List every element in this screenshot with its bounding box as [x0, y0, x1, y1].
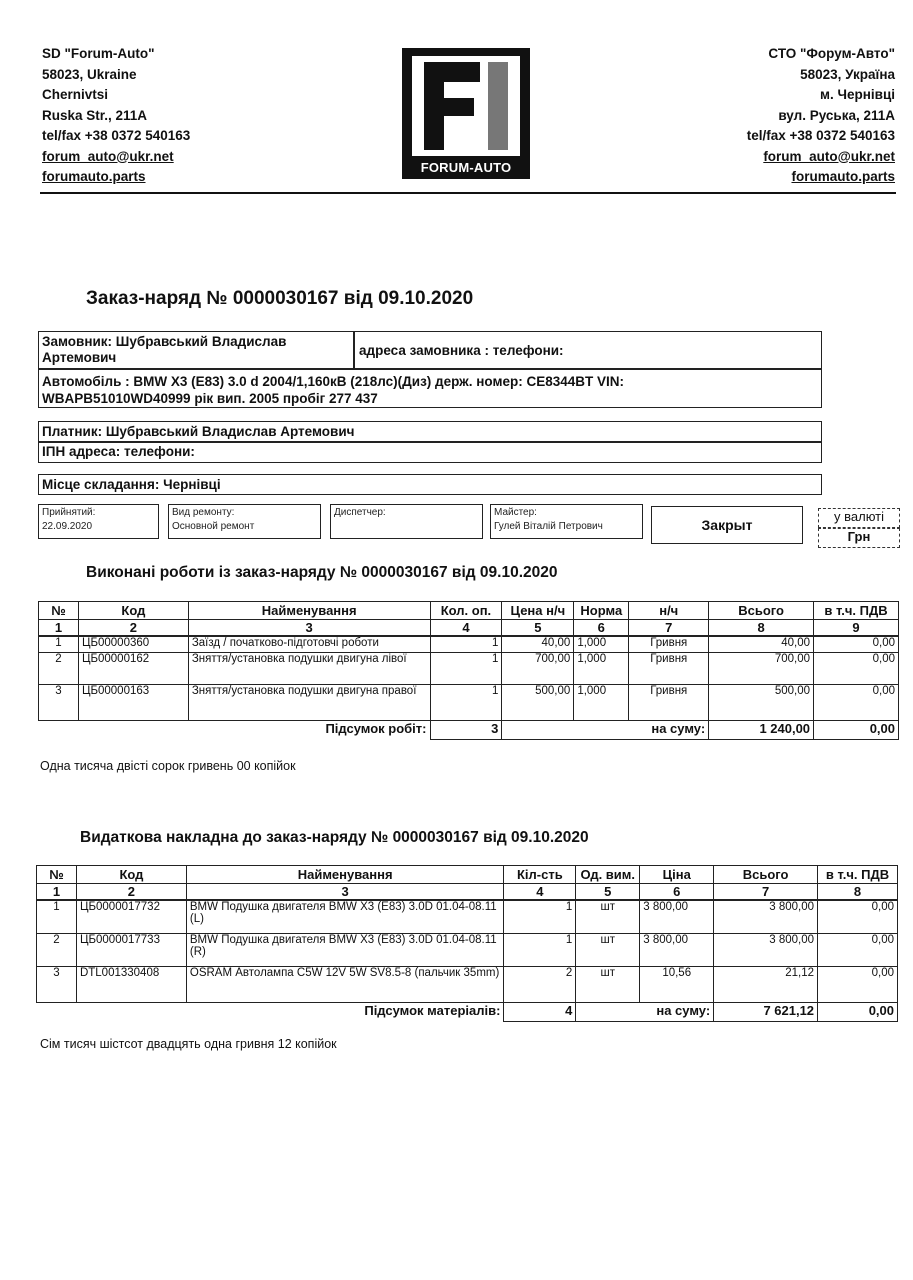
row-code: DTL001330408: [76, 966, 186, 1002]
row-num: 3: [37, 966, 77, 1002]
materials-sum-total: 7 621,12: [714, 1002, 818, 1021]
row-unit: шт: [576, 933, 640, 966]
works-col-qty: Кол. оп.: [430, 602, 502, 620]
col-index: 9: [814, 620, 899, 637]
materials-sum-vat: 0,00: [818, 1002, 898, 1021]
works-col-total: Всього: [709, 602, 814, 620]
materials-header-row: [37, 866, 898, 884]
table-row: [37, 966, 898, 1002]
company-city: Chernivtsi: [42, 87, 109, 102]
company-city-ua: м. Чернівці: [820, 87, 895, 102]
works-summary-qty: 3: [430, 720, 502, 739]
materials-col-name: Найменування: [186, 866, 504, 884]
company-email-link[interactable]: forum_auto@ukr.net: [42, 148, 174, 164]
currency-label: у валюті: [834, 509, 884, 524]
row-vat: 0,00: [814, 636, 899, 652]
row-total: 40,00: [709, 636, 814, 652]
row-qty: 1: [430, 684, 502, 720]
row-vat: 0,00: [818, 900, 898, 933]
payer-block: [38, 421, 822, 463]
repair-type-label: Вид ремонту:: [172, 507, 235, 518]
table-row: [37, 900, 898, 933]
status-text: Закрыт: [701, 517, 753, 533]
row-name: BMW Подушка двигателя BMW X3 (E83) 3.0D 01.04-08.11 (R): [186, 933, 504, 966]
row-code: ЦБ00000163: [78, 684, 188, 720]
works-sum-total: 1 240,00: [709, 720, 814, 739]
company-street: Ruska Str., 211A: [42, 107, 148, 123]
col-index: 7: [714, 884, 818, 901]
table-row: [37, 933, 898, 966]
works-col-code: Код: [78, 602, 188, 620]
works-number-row: [39, 620, 899, 637]
logo-text: FORUM-AUTO: [420, 160, 512, 175]
works-col-price: Цена н/ч: [502, 602, 574, 620]
row-num: 1: [39, 636, 79, 652]
row-num: 2: [37, 933, 77, 966]
materials-col-vat: в т.ч. ПДВ: [818, 866, 898, 884]
col-index: 4: [430, 620, 502, 637]
col-index: 5: [576, 884, 640, 901]
row-qty: 1: [504, 933, 576, 966]
materials-col-num: №: [37, 866, 77, 884]
company-postcode: 58023, Ukraine: [42, 66, 137, 82]
row-norm: 1,000: [574, 652, 629, 684]
col-index: 3: [186, 884, 504, 901]
row-vat: 0,00: [818, 966, 898, 1002]
materials-number-row: [37, 884, 898, 901]
works-title: Виконані роботи із заказ-наряду № 0000030167 від 09.10.2020: [86, 564, 558, 581]
company-website-link[interactable]: forumauto.parts: [42, 169, 146, 184]
works-col-num: №: [39, 602, 79, 620]
company-info-ua: [747, 44, 895, 188]
row-name: BMW Подушка двигателя BMW X3 (E83) 3.0D 01.04-08.11 (L): [186, 900, 504, 933]
row-total: 3 800,00: [714, 900, 818, 933]
col-index: 1: [39, 620, 79, 637]
payer-name: Платник: Шубравський Владислав Артемович: [42, 424, 355, 439]
row-code: ЦБ00000162: [78, 652, 188, 684]
row-price: 10,56: [640, 966, 714, 1002]
row-num: 3: [39, 684, 79, 720]
payer-ipn: ІПН адреса: телефони:: [42, 444, 195, 459]
header-divider: [40, 192, 896, 194]
row-vat: 0,00: [818, 933, 898, 966]
materials-col-price: Ціна: [640, 866, 714, 884]
materials-title: Видаткова накладна до заказ-наряду № 0000030167 від 09.10.2020: [80, 829, 589, 846]
col-index: 5: [502, 620, 574, 637]
materials-col-code: Код: [76, 866, 186, 884]
works-col-name: Найменування: [188, 602, 430, 620]
master-label: Майстер:: [494, 507, 537, 518]
car-info: Автомобіль : BMW X3 (E83) 3.0 d 2004/1,160кВ (218лс)(Диз) держ. номер: CE8344BT VIN: WBAPB51010WD40999 рік вип. 2005 пробіг 277 437: [42, 374, 624, 406]
works-col-unit: н/ч: [629, 602, 709, 620]
master-box: [490, 504, 643, 539]
materials-table: [36, 865, 898, 1022]
row-code: ЦБ00000360: [78, 636, 188, 652]
materials-col-total: Всього: [714, 866, 818, 884]
materials-sum-label: на суму:: [576, 1002, 714, 1021]
row-unit: Гривня: [629, 636, 709, 652]
col-index: 8: [818, 884, 898, 901]
company-phone-ua: tel/fax +38 0372 540163: [746, 128, 895, 143]
row-vat: 0,00: [814, 684, 899, 720]
row-unit: Гривня: [629, 684, 709, 720]
currency-value: Грн: [847, 529, 871, 544]
company-email-link-ua[interactable]: forum_auto@ukr.net: [763, 148, 895, 164]
materials-summary-qty: 4: [504, 1002, 576, 1021]
company-info-en: [42, 44, 190, 188]
row-price: 500,00: [502, 684, 574, 720]
status-badge: [651, 506, 803, 544]
currency-value-box: [818, 528, 900, 548]
col-index: 2: [78, 620, 188, 637]
row-unit: шт: [576, 966, 640, 1002]
accepted-date: 22.09.2020: [42, 521, 93, 532]
works-table: [38, 601, 899, 740]
row-name: Заїзд / початково-підготовчі роботи: [188, 636, 430, 652]
row-name: Зняття/установка подушки двигуна лівої: [188, 652, 430, 684]
repair-type-value: Основной ремонт: [172, 521, 255, 532]
row-total: 700,00: [709, 652, 814, 684]
row-price: 3 800,00: [640, 933, 714, 966]
works-summary-label: Підсумок робіт:: [39, 720, 431, 739]
currency-label-box: [818, 508, 900, 528]
row-price: 3 800,00: [640, 900, 714, 933]
row-num: 1: [37, 900, 77, 933]
dispatcher-label: Диспетчер:: [334, 507, 386, 518]
row-norm: 1,000: [574, 684, 629, 720]
materials-summary-label: Підсумок матеріалів:: [37, 1002, 504, 1021]
works-total-in-words: Одна тисяча двісті сорок гривень 00 копійок: [40, 759, 296, 773]
company-street-ua: вул. Руська, 211А: [778, 107, 895, 123]
row-qty: 1: [430, 636, 502, 652]
company-name: SD "Forum-Auto": [42, 46, 155, 61]
table-row: [39, 636, 899, 652]
customer-address-phone: адреса замовника : телефони:: [359, 343, 564, 358]
company-phone: tel/fax +38 0372 540163: [42, 128, 191, 143]
col-index: 6: [574, 620, 629, 637]
materials-col-unit: Од. вим.: [576, 866, 640, 884]
row-name: OSRAM Автолампа C5W 12V 5W SV8.5-8 (пальчик 35mm): [186, 966, 504, 1002]
materials-total-in-words: Сім тисяч шістсот двадцять одна гривня 12 копійок: [40, 1037, 337, 1051]
repair-type-box: [168, 504, 321, 539]
row-unit: шт: [576, 900, 640, 933]
col-index: 7: [629, 620, 709, 637]
works-sum-vat: 0,00: [814, 720, 899, 739]
document-title: Заказ-наряд № 0000030167 від 09.10.2020: [86, 288, 474, 309]
place-block: [38, 474, 822, 495]
materials-col-qty: Кіл-сть: [504, 866, 576, 884]
accepted-label: Прийнятий:: [42, 507, 96, 518]
row-qty: 1: [430, 652, 502, 684]
row-num: 2: [39, 652, 79, 684]
row-code: ЦБ0000017732: [76, 900, 186, 933]
works-sum-label: на суму:: [502, 720, 709, 739]
works-col-norm: Норма: [574, 602, 629, 620]
place-of-issue: Місце складання: Чернівці: [42, 477, 221, 492]
works-col-vat: в т.ч. ПДВ: [814, 602, 899, 620]
works-summary-row: [39, 720, 899, 739]
col-index: 1: [37, 884, 77, 901]
row-total: 500,00: [709, 684, 814, 720]
accepted-box: [38, 504, 159, 539]
row-name: Зняття/установка подушки двигуна правої: [188, 684, 430, 720]
materials-summary-row: [37, 1002, 898, 1021]
row-qty: 1: [504, 900, 576, 933]
master-name: Гулей Віталій Петрович: [494, 521, 603, 532]
col-index: 6: [640, 884, 714, 901]
row-norm: 1,000: [574, 636, 629, 652]
forum-auto-logo: [402, 48, 530, 179]
row-total: 3 800,00: [714, 933, 818, 966]
dispatcher-box: [330, 504, 483, 539]
row-unit: Гривня: [629, 652, 709, 684]
customer-block: [38, 331, 822, 408]
col-index: 8: [709, 620, 814, 637]
row-code: ЦБ0000017733: [76, 933, 186, 966]
row-vat: 0,00: [814, 652, 899, 684]
col-index: 4: [504, 884, 576, 901]
table-row: [39, 684, 899, 720]
table-row: [39, 652, 899, 684]
row-total: 21,12: [714, 966, 818, 1002]
company-website-link-ua[interactable]: forumauto.parts: [791, 169, 895, 184]
company-name-ua: СТО "Форум-Авто": [768, 46, 895, 61]
row-price: 700,00: [502, 652, 574, 684]
col-index: 3: [188, 620, 430, 637]
customer-name: Замовник: Шубравський Владислав Артемович: [42, 334, 287, 365]
col-index: 2: [76, 884, 186, 901]
works-header-row: [39, 602, 899, 620]
row-price: 40,00: [502, 636, 574, 652]
row-qty: 2: [504, 966, 576, 1002]
company-postcode-ua: 58023, Україна: [800, 66, 895, 82]
